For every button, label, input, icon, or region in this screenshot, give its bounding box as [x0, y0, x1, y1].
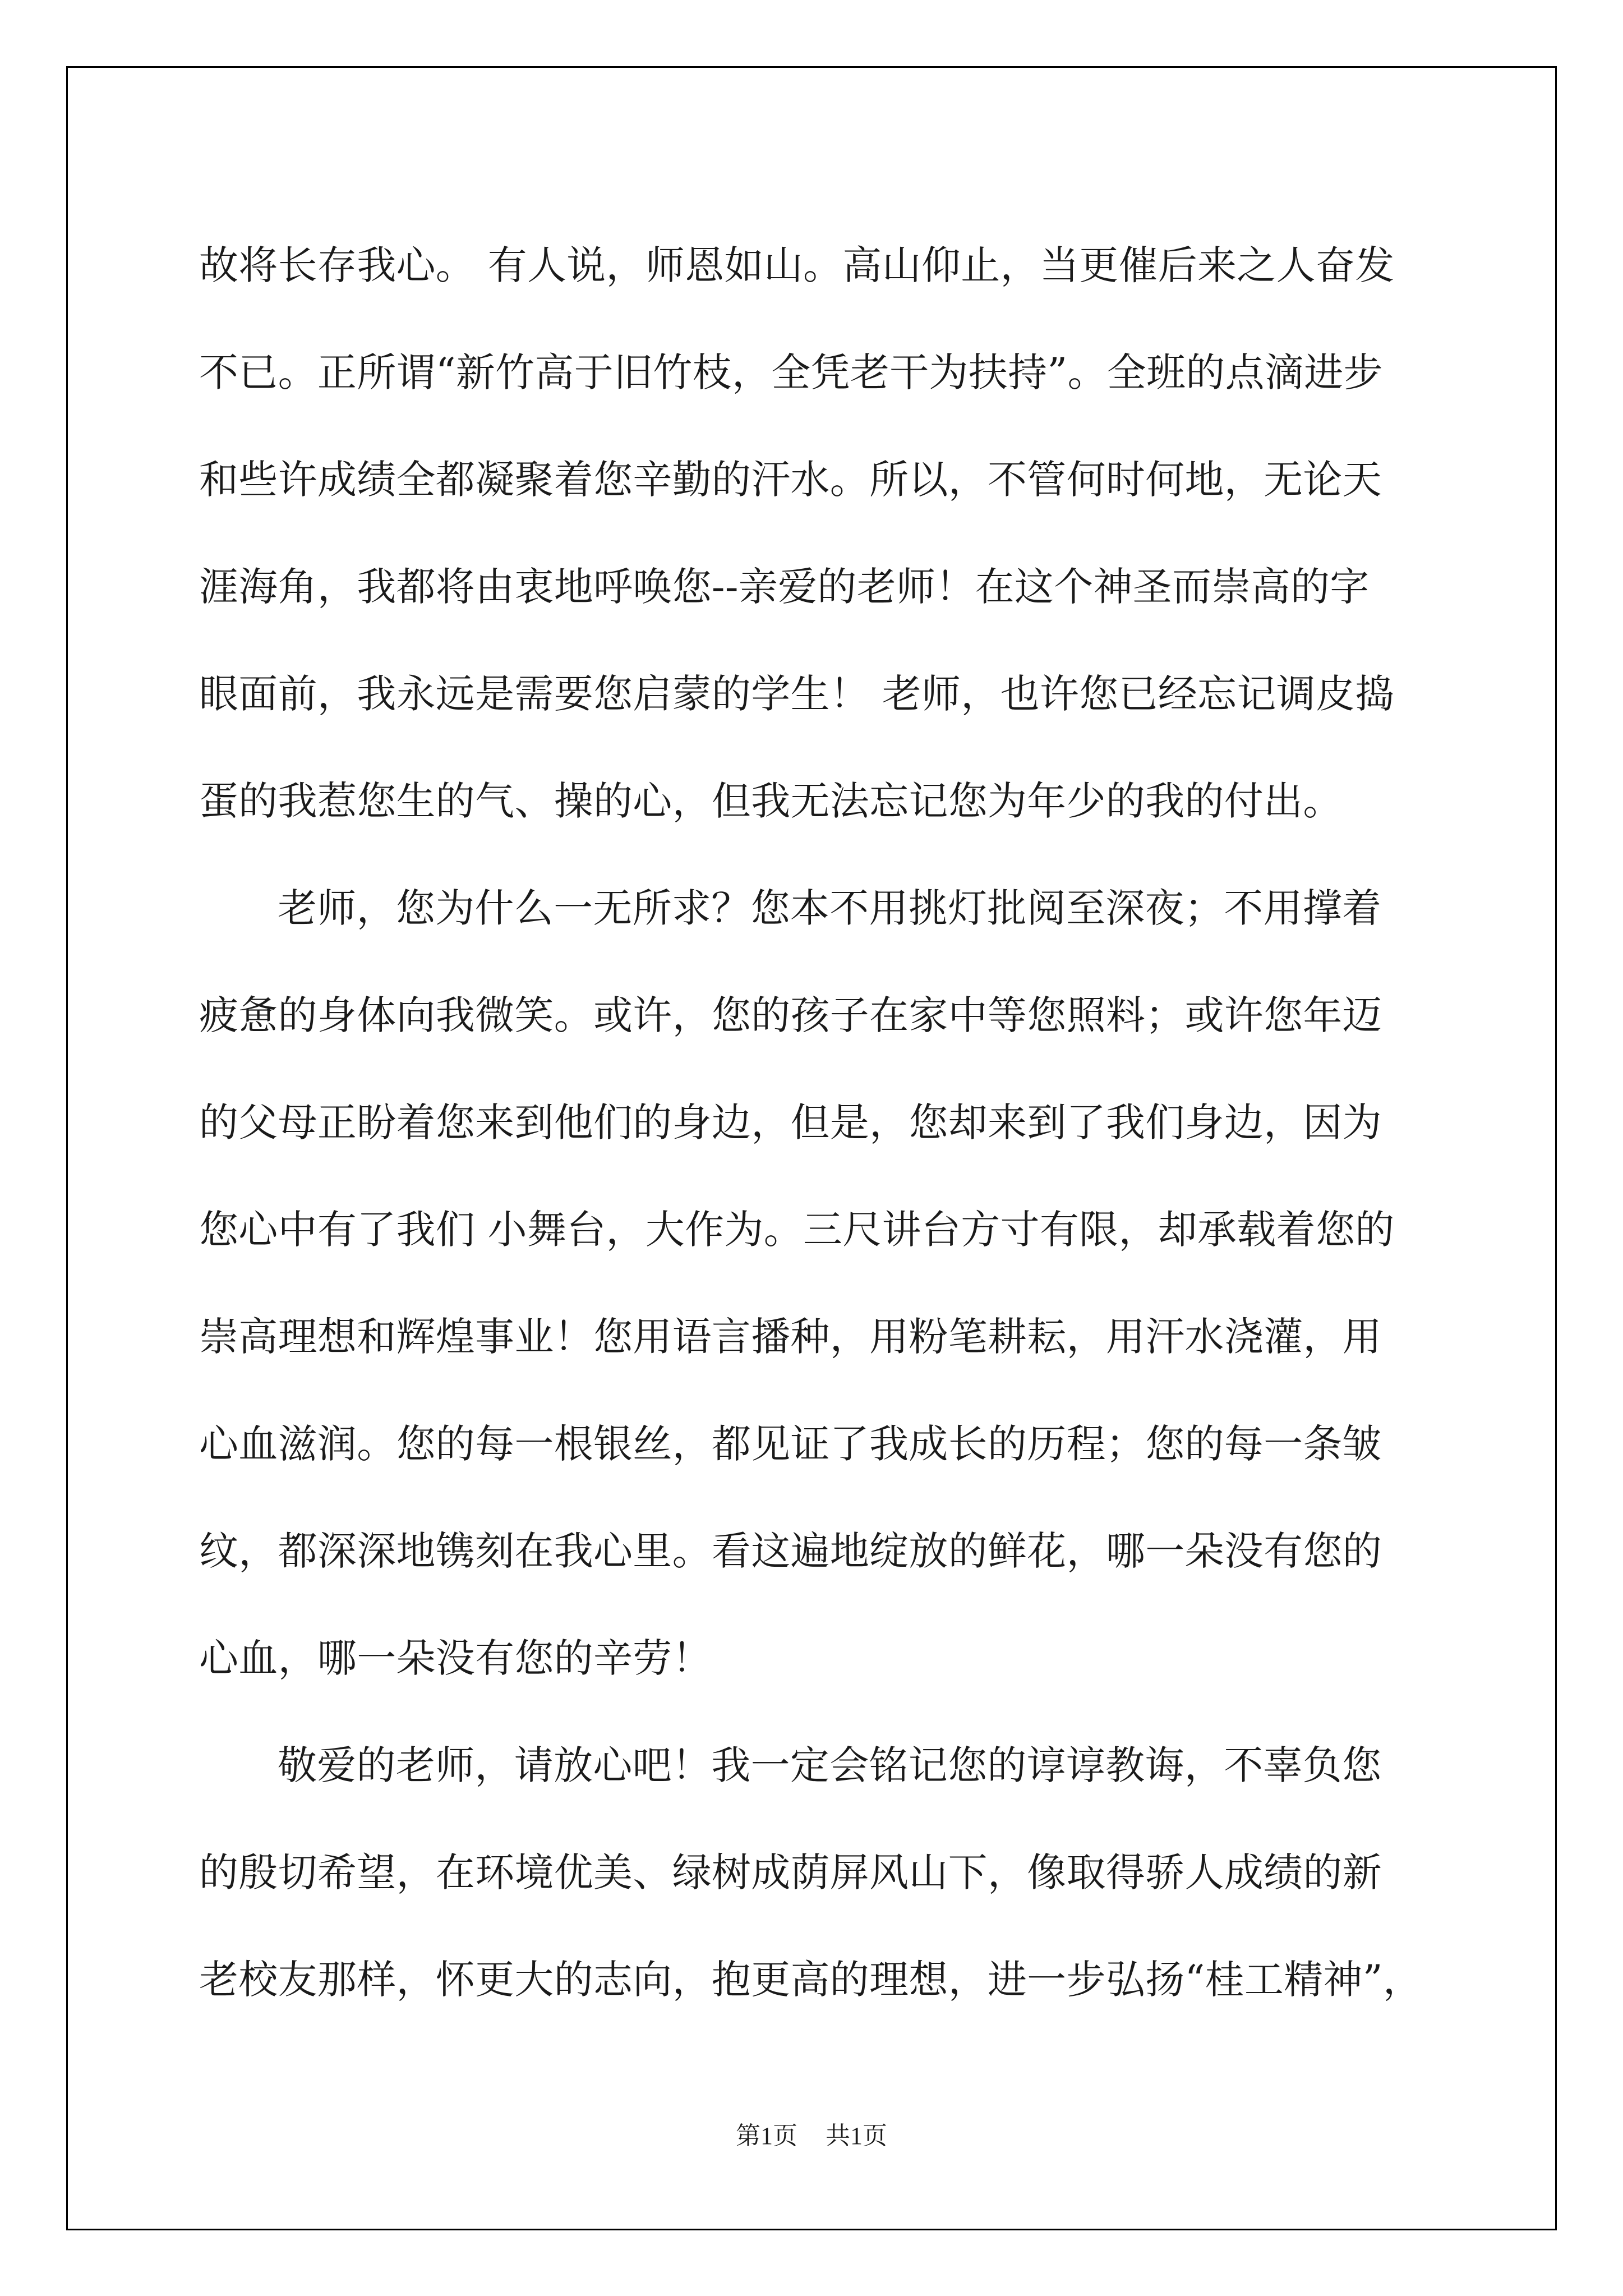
text-line: 蛋的我惹您生的气、操的心，但我无法忘记您为年少的我的付出。 — [199, 778, 1343, 824]
text-line: 不已。正所谓“新竹高于旧竹枝，全凭老干为扶持”。全班的点滴进步 — [199, 349, 1383, 395]
document-body — [199, 212, 1427, 2033]
text-line: 崇高理想和辉煌事业！您用语言播种，用粉笔耕耘，用汗水浇灌，用 — [199, 1314, 1382, 1360]
text-line: 敬爱的老师，请放心吧！我一定会铭记您的谆谆教诲，不辜负您 — [278, 1742, 1382, 1788]
page-number: 第1页 — [736, 2122, 797, 2150]
text-line: 的殷切希望，在环境优美、绿树成荫屏风山下，像取得骄人成绩的新 — [199, 1849, 1382, 1895]
text-line: 和些许成绩全都凝聚着您辛勤的汗水。所以，不管何时何地，无论天 — [199, 457, 1382, 503]
text-line: 故将长存我心。 有人说，师恩如山。高山仰止，当更催后来之人奋发 — [199, 242, 1395, 288]
text-line: 心血滋润。您的每一根银丝，都见证了我成长的历程；您的每一条皱 — [199, 1421, 1382, 1467]
page-total: 共1页 — [826, 2122, 887, 2150]
text-line: 的父母正盼着您来到他们的身边，但是，您却来到了我们身边，因为 — [199, 1099, 1382, 1145]
text-line: 老校友那样，怀更大的志向，抱更高的理想，进一步弘扬“桂工精神”， — [199, 1957, 1423, 2003]
text-line: 眼面前，我永远是需要您启蒙的学生！ 老师，也许您已经忘记调皮捣 — [199, 671, 1395, 717]
page-footer — [0, 2119, 1623, 2153]
text-line: 老师，您为什么一无所求？您本不用挑灯批阅至深夜；不用撑着 — [278, 885, 1382, 931]
text-line: 涯海角，我都将由衷地呼唤您--亲爱的老师！在这个神圣而崇高的字 — [199, 564, 1370, 610]
text-line: 您心中有了我们 小舞台，大作为。三尺讲台方寸有限，却承载着您的 — [199, 1207, 1395, 1253]
text-line: 疲惫的身体向我微笑。或许，您的孩子在家中等您照料；或许您年迈 — [199, 992, 1382, 1038]
text-line: 心血，哪一朵没有您的辛劳！ — [199, 1635, 712, 1681]
text-line: 纹，都深深地镌刻在我心里。看这遍地绽放的鲜花，哪一朵没有您的 — [199, 1528, 1382, 1574]
